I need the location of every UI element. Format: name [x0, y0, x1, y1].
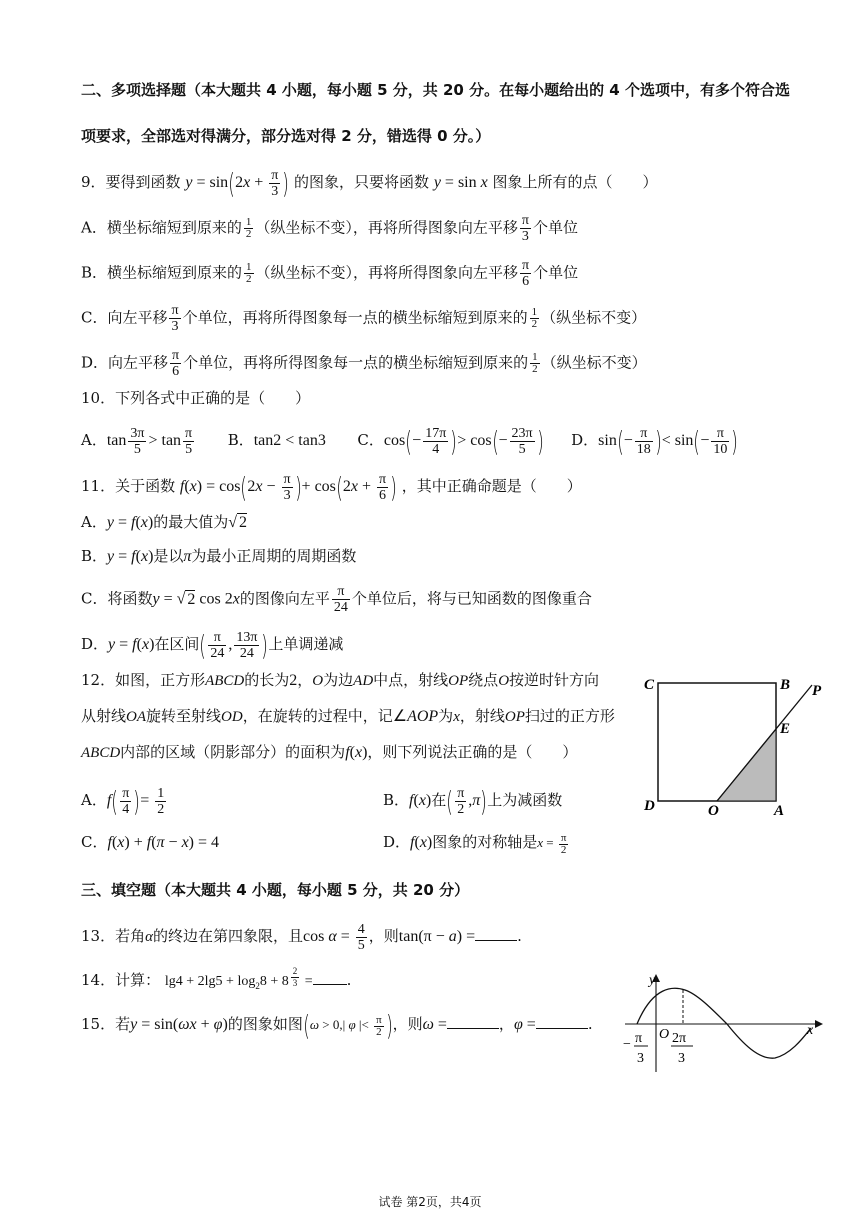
- q12-option-c: C．f(x) + f(π − x) = 4: [81, 833, 220, 851]
- origin-label: O: [659, 1027, 670, 1042]
- section3-title: 三、填空题（本大题共 4 小题，每小题 5 分，共 20 分）: [81, 881, 470, 899]
- label-a: A: [774, 803, 785, 819]
- q12-option-b: B．f(x)在( $\frac{\pi}{2}$ ,π)上为减函数: [383, 784, 563, 818]
- axis-label-x: x: [807, 1023, 814, 1038]
- q14: 14．计算： $\lg 4 + 2\lg 5 + \log_28 + 8$ $^{\frac{2}{3}}$ = .: [81, 966, 352, 992]
- q12-line2: 从射线OA旋转至射线OD，在旋转的过程中，记∠AOP为x，射线OP扫过的正方形: [81, 707, 615, 725]
- label-d: D: [644, 798, 655, 814]
- q11-stem: 11．关于函数 f(x) = cos(2x − $\frac{\pi}{3}$ )+ cos(2x + $\frac{\pi}{6}$ ) ，其中正确命题是（ ）: [81, 470, 582, 504]
- label-e: E: [780, 721, 791, 737]
- q13: 13．若角α的终边在第四象限，且cos α = $\frac{4}{5}$ ，则tan(π − a) = .: [81, 922, 522, 953]
- q9-option-d: D．向左平移 $\frac{\pi}{6}$ 个单位，再将所得图象每一点的横坐标缩短到原来的 $\frac{1}{2}$ （纵坐标不变）: [81, 348, 647, 379]
- q15: 15．若y = sin(ωx + φ)的图象如图(ω > 0,| φ |< $\frac{\pi}{2}$ )，则ω = ，φ = .: [81, 1009, 593, 1043]
- q9-option-a: A．横坐标缩短到原来的 $\frac{1}{2}$ （纵坐标不变），再将所得图象向左平移 $\frac{\pi}{3}$ 个单位: [81, 213, 578, 244]
- q9-stem: 9．要得到函数 y = sin(2x + $\frac{\pi}{3}$ ) 的图象，只要将函数 y = sin x 图象上所有的点（ ）: [81, 166, 658, 200]
- q12-option-d: D．f(x)图象的对称轴是x = $\frac{\pi}{2}$: [383, 831, 567, 856]
- section2-line2: 项要求，全部选对得满分，部分选对得 2 分，错选得 0 分。）: [81, 127, 491, 145]
- page-footer: 试卷 第2页，共4页: [378, 1195, 482, 1209]
- axis-label-y: y: [649, 973, 656, 988]
- q9-option-b: B．横坐标缩短到原来的 $\frac{1}{2}$ （纵坐标不变），再将所得图象向左平移 $\frac{\pi}{6}$ 个单位: [81, 258, 579, 289]
- q9-option-c: C．向左平移 $\frac{\pi}{3}$ 个单位，再将所得图象每一点的横坐标缩短到原来的 $\frac{1}{2}$ （纵坐标不变）: [81, 303, 647, 334]
- q11-option-b: B．y = f(x)是以π为最小正周期的周期函数: [81, 547, 357, 565]
- q11-option-c: C．将函数y = √ 2 cos 2x的图像向左平 $\frac{\pi}{24}$ 个单位后，将与已知函数的图像重合: [81, 584, 592, 615]
- x-axis-arrow: [815, 1020, 823, 1028]
- q12-square-figure: [640, 665, 840, 825]
- tick-neg-three: 3: [637, 1051, 644, 1066]
- sine-curve: [637, 988, 811, 1058]
- label-p: P: [812, 683, 822, 699]
- q11-option-d: D．y = f(x)在区间( $\frac{\pi}{24}$ , $\frac{13\pi}{24}$ )上单调递减: [81, 628, 344, 662]
- label-b: B: [780, 677, 791, 693]
- q12-line1: 12．如图，正方形ABCD的长为2，O为边AD中点，射线OP绕点O按逆时针方向: [81, 671, 600, 689]
- q12-option-a: A．f( $\frac{\pi}{4}$ )= $\frac{1}{2}$: [81, 784, 165, 818]
- q12-line3: ABCD内部的区域（阴影部分）的面积为f(x)，则下列说法正确的是（ ）: [81, 743, 578, 761]
- q11-option-a: A．y = f(x)的最大值为√ 2: [81, 513, 247, 531]
- section2-line1: 二、多项选择题（本大题共 4 小题，每小题 5 分，共 20 分。在每小题给出的 4 个选项中，有多个符合选: [81, 81, 790, 99]
- label-o: O: [708, 803, 719, 819]
- tick-2pi-three: 3: [678, 1051, 685, 1066]
- tick-neg-pi: π: [635, 1031, 643, 1046]
- tick-neg-sign: −: [623, 1037, 631, 1052]
- q10-stem: 10．下列各式中正确的是（ ）: [81, 389, 311, 407]
- tick-2pi: 2π: [672, 1031, 687, 1046]
- q10-options: A．tan $\frac{3\pi}{5}$ > tan $\frac{\pi}{5}$ B．tan2 < tan3 C．cos(− $\frac{17\pi}{4}$ )> cos(− $\frac{23\pi}{5}$ ) D．sin(− $\frac{\pi}{18}$ )< sin(− $\frac{\pi}{10}$ ): [81, 424, 739, 458]
- label-c: C: [644, 677, 655, 693]
- q15-sine-figure: [615, 968, 825, 1076]
